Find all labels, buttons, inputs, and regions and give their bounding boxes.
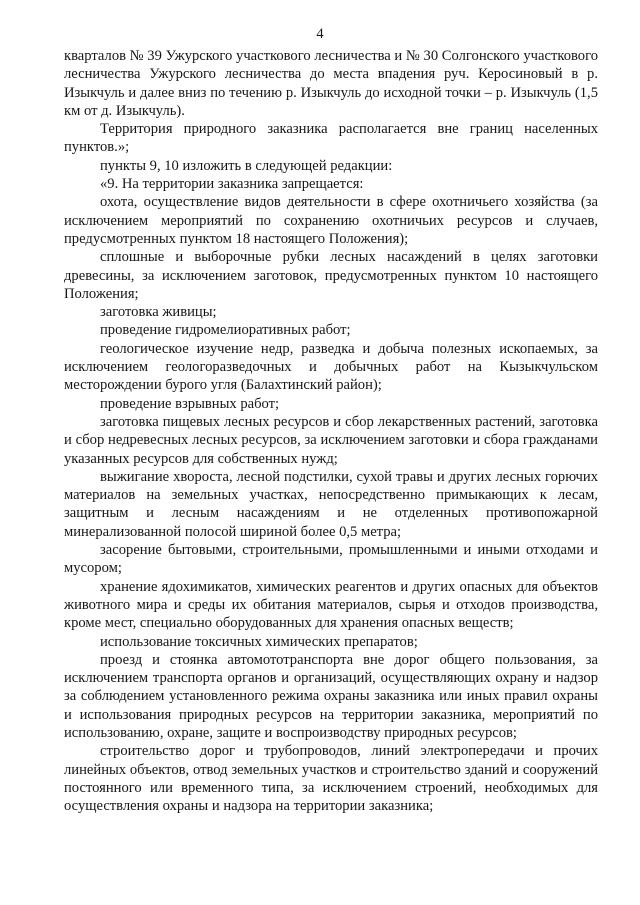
paragraph-6: сплошные и выборочные рубки лесных насаждений в целях заготовки древесины, за исключением заготовок, предусмотренных пунктом 10 настоящего Положения; — [64, 249, 598, 302]
paragraph-10: проведение взрывных работ; — [100, 395, 280, 412]
paragraph-5: охота, осуществление видов деятельности в сфере охотничьего хозяйства (за исключением мероприятий по сохранению охотничьих ресурсов и случаев, предусмотренных пунктом 18 настоящего Положения); — [64, 194, 598, 247]
paragraph-17: строительство дорог и трубопроводов, линий электропередачи и прочих линейных объектов, отвод земельных участков и строительство зданий и сооружений постоянного или временного типа, за исключением строений, необходимых для осуществления охраны и надзора на территории заказника; — [64, 743, 598, 815]
paragraph-9: геологическое изучение недр, разведка и добыча полезных ископаемых, за исключением геологоразведочных и добычных работ на Кызыкчульском месторождении бурого угля (Балахтинский район); — [64, 340, 598, 394]
paragraph-8: проведение гидромелиоративных работ; — [100, 322, 351, 339]
paragraph-13: засорение бытовыми, строительными, промышленными и иными отходами и мусором; — [64, 542, 598, 577]
document-body — [64, 47, 598, 815]
paragraph-2: Территория природного заказника располагается вне границ населенных пунктов.»; — [64, 121, 598, 156]
paragraph-1: кварталов № 39 Ужурского участкового лесничества и № 30 Солгонского участкового лесничества Ужурского лесничества до места впадения руч. Керосиновый в р. Изыкчуль и далее вниз по течению р. Изыкчуль до исходной точки – р. Изыкчуль (1,5 км от д. Изыкчуль). — [64, 48, 598, 119]
paragraph-12: выжигание хвороста, лесной подстилки, сухой травы и других лесных горючих материалов на земельных участках, непосредственно примыкающих к лесам, защитным и лесным насаждениям и не отделенных противопожарной минерализованной полосой шириной более 0,5 метра; — [64, 468, 598, 540]
paragraph-15: использование токсичных химических препаратов; — [100, 633, 418, 650]
paragraph-3: пункты 9, 10 изложить в следующей редакции: — [100, 157, 393, 174]
paragraph-11: заготовка пищевых лесных ресурсов и сбор лекарственных растений, заготовка и сбор недревесных лесных ресурсов, за исключением заготовки и сбора гражданами указанных ресурсов для собственных нужд; — [64, 413, 598, 467]
paragraph-7: заготовка живицы; — [100, 304, 217, 321]
page-number: 4 — [316, 26, 324, 42]
paragraph-4: «9. На территории заказника запрещается: — [100, 176, 364, 193]
paragraph-14: хранение ядохимикатов, химических реагентов и других опасных для объектов животного мира и среды их обитания материалов, сырья и отходов производства, кроме мест, специально оборудованных для хранения опасных веществ; — [64, 578, 598, 632]
paragraph-16: проезд и стоянка автомототранспорта вне дорог общего пользования, за исключением транспорта органов и организаций, осуществляющих охрану и надзор за соблюдением установленного режима охраны заказника или иных правил охраны и использования природных ресурсов на территории заказника, мероприятий по использованию, охране, защите и воспроизводству природных ресурсов; — [64, 651, 598, 741]
